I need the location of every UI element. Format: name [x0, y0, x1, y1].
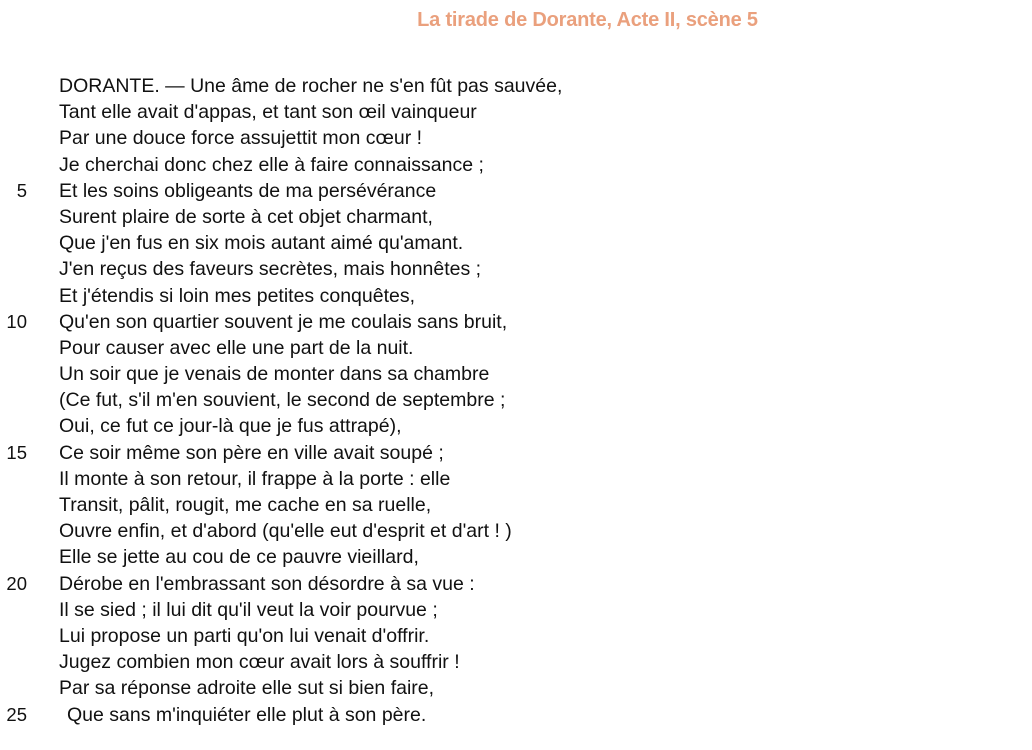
verse-text: Dérobe en l'embrassant son désordre à sa vue :	[59, 572, 475, 595]
verse-text: Et j'étendis si loin mes petites conquêtes,	[59, 284, 415, 307]
poem-line	[0, 623, 1032, 649]
verse-text: (Ce fut, s'il m'en souvient, le second de septembre ;	[59, 389, 506, 412]
line-number: 10	[6, 310, 27, 332]
verse-text: Pour causer avec elle une part de la nuit.	[59, 336, 414, 359]
poem-line	[0, 204, 1032, 230]
verse-text: Et les soins obligeants de ma persévérance	[59, 179, 437, 202]
verse-text: Transit, pâlit, rougit, me cache en sa ruelle,	[59, 494, 432, 516]
verse-text: Il se sied ; il lui dit qu'il veut la voir pourvue ;	[59, 598, 438, 621]
verse-text: Un soir que je venais de monter dans sa chambre	[59, 363, 490, 386]
verse-text: Ouvre enfin, et d'abord (qu'elle eut d'esprit et d'art ! )	[59, 520, 512, 543]
line-number: 25	[6, 703, 27, 725]
verse-text: DORANTE. — Une âme de rocher ne s'en fût pas sauvée,	[59, 75, 563, 97]
poem-line	[0, 152, 1032, 178]
poem-line	[0, 256, 1032, 282]
poem-line	[0, 178, 1032, 204]
line-number: 5	[16, 179, 27, 201]
verse-text: Ce soir même son père en ville avait soupé ;	[59, 441, 444, 464]
poem-line	[0, 125, 1032, 151]
verse-text: Par une douce force assujettit mon cœur !	[59, 127, 423, 150]
poem-line	[0, 73, 1032, 99]
poem-line	[0, 466, 1032, 492]
verse-text: Que sans m'inquiéter elle plut à son père.	[67, 703, 427, 726]
poem-line	[0, 492, 1032, 518]
poem-line	[0, 387, 1032, 413]
poem-line	[0, 413, 1032, 439]
poem-line	[0, 518, 1032, 544]
page-title: La tirade de Dorante, Acte II, scène 5	[417, 9, 758, 31]
poem-text	[0, 73, 1032, 728]
poem-line	[0, 675, 1032, 701]
line-number: 15	[6, 441, 27, 463]
verse-text: Par sa réponse adroite elle sut si bien faire,	[59, 677, 435, 700]
poem-line	[0, 361, 1032, 387]
poem-line	[0, 597, 1032, 623]
poem-line	[0, 571, 1032, 597]
verse-text: Je cherchai donc chez elle à faire connaissance ;	[59, 153, 484, 176]
line-number: 20	[6, 572, 27, 594]
poem-line	[0, 649, 1032, 675]
verse-text: Jugez combien mon cœur avait lors à souffrir !	[59, 651, 460, 674]
poem-line	[0, 230, 1032, 256]
poem-line	[0, 702, 1032, 728]
poem-line	[0, 283, 1032, 309]
verse-text: J'en reçus des faveurs secrètes, mais honnêtes ;	[59, 258, 482, 281]
verse-text: Que j'en fus en six mois autant aimé qu'amant.	[59, 232, 464, 255]
poem-line	[0, 99, 1032, 125]
verse-text: Elle se jette au cou de ce pauvre vieillard,	[59, 546, 419, 569]
verse-text: Tant elle avait d'appas, et tant son œil vainqueur	[59, 101, 477, 124]
verse-text: Oui, ce fut ce jour-là que je fus attrapé),	[59, 415, 402, 438]
verse-text: Lui propose un parti qu'on lui venait d'offrir.	[59, 624, 430, 647]
poem-line	[0, 440, 1032, 466]
verse-text: Il monte à son retour, il frappe à la porte : elle	[59, 467, 451, 490]
verse-text: Surent plaire de sorte à cet objet charmant,	[59, 205, 433, 228]
verse-text: Qu'en son quartier souvent je me coulais sans bruit,	[59, 310, 508, 333]
poem-line	[0, 335, 1032, 361]
poem-line	[0, 544, 1032, 570]
poem-line	[0, 309, 1032, 335]
